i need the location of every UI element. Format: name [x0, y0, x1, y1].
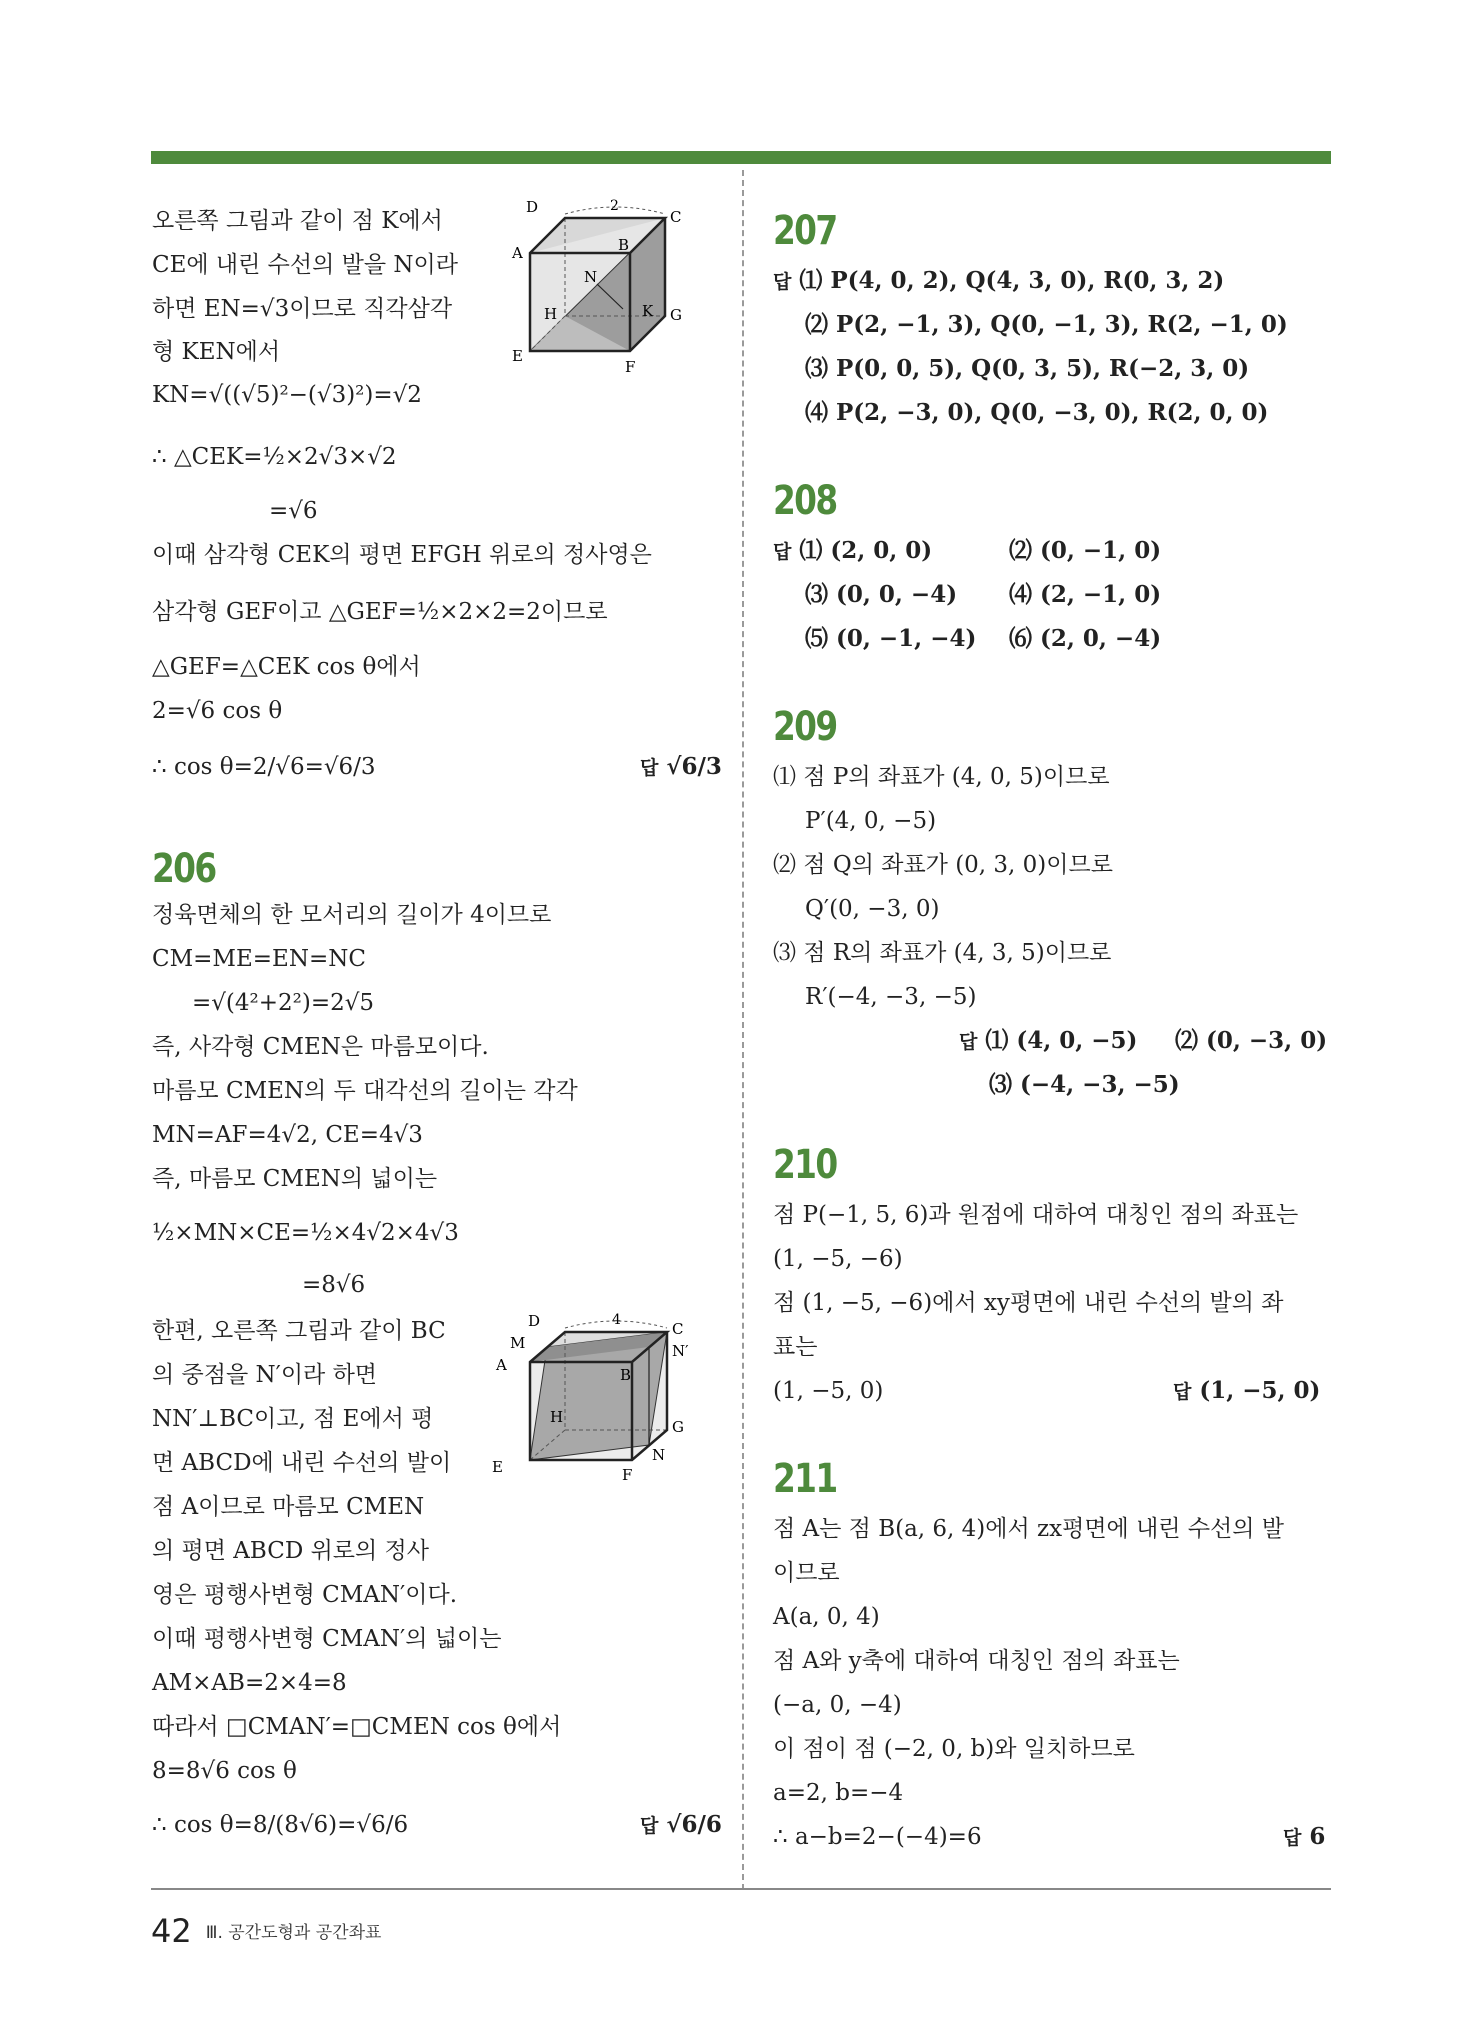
answer-mark: 답 — [640, 1815, 659, 1837]
text-line: MN=AF=4√2, CE=4√3 — [152, 1122, 423, 1148]
text-line: 이때 평행사변형 CMAN′의 넓이는 — [152, 1626, 502, 1652]
answer-value: √6/6 — [666, 1811, 722, 1838]
answer-mark: 답 — [1283, 1827, 1302, 1849]
chapter-title: Ⅲ. 공간도형과 공간좌표 — [205, 1923, 382, 1943]
text-line: ½×MN×CE=½×4√2×4√3 — [152, 1220, 459, 1246]
footer-rule — [151, 1888, 1331, 1890]
label-n-prime: N′ — [672, 1342, 689, 1360]
label-d: D — [528, 1312, 541, 1330]
text-line: 한편, 오른쪽 그림과 같이 BC — [152, 1318, 446, 1344]
text-line: (1, −5, 0) — [773, 1378, 884, 1404]
label-e: E — [492, 1458, 503, 1476]
answer-line: ⑶ P(0, 0, 5), Q(0, 3, 5), R(−2, 3, 0) — [805, 355, 1250, 382]
answer-209 — [959, 1026, 1137, 1057]
text-line: R′(−4, −3, −5) — [805, 984, 977, 1010]
label-k: K — [642, 302, 654, 320]
label-h: H — [550, 1408, 564, 1426]
answer-item: ⑶ (0, 0, −4) — [805, 581, 958, 608]
text-line: 점 P(−1, 5, 6)과 원점에 대하여 대칭인 점의 좌표는 — [773, 1202, 1299, 1228]
label-b: B — [618, 236, 630, 254]
label-f: F — [625, 358, 636, 376]
answer-207 — [773, 266, 1224, 297]
text-line: 삼각형 GEF이고 △GEF=½×2×2=2이므로 — [152, 599, 608, 625]
text-line: 하면 EN=√3이므로 직각삼각 — [152, 296, 453, 322]
answer-value: (1, −5, 0) — [1199, 1377, 1321, 1404]
label-g: G — [672, 1418, 684, 1436]
problem-number: 207 — [773, 208, 837, 254]
text-line: CE에 내린 수선의 발을 N이라 — [152, 252, 458, 278]
text-line: 따라서 □CMAN′=□CMEN cos θ에서 — [152, 1714, 562, 1740]
label-c: C — [670, 208, 682, 226]
answer-mark: 답 — [773, 271, 792, 293]
text-line: =√6 — [269, 498, 318, 524]
text-line: 점 A와 y축에 대하여 대칭인 점의 좌표는 — [773, 1648, 1180, 1674]
label-h: H — [544, 305, 558, 323]
problem-number: 206 — [152, 846, 216, 892]
text-line: Q′(0, −3, 0) — [805, 896, 940, 922]
answer-line: ⑴ P(4, 0, 2), Q(4, 3, 0), R(0, 3, 2) — [799, 267, 1225, 294]
text-line: =8√6 — [302, 1272, 366, 1298]
label-a: A — [512, 244, 523, 262]
column-divider — [742, 170, 744, 1890]
label-d: D — [526, 198, 539, 216]
answer-item: ⑹ (2, 0, −4) — [1009, 625, 1162, 652]
text-line: A(a, 0, 4) — [773, 1604, 880, 1630]
answer-211 — [1283, 1822, 1325, 1853]
problem-number: 209 — [773, 704, 837, 750]
label-a: A — [496, 1356, 507, 1374]
cube-figure-1 — [510, 196, 710, 396]
text-line: =√(4²+2²)=2√5 — [192, 990, 375, 1016]
text-line: ∴ cos θ=2/√6=√6/3 — [152, 754, 376, 780]
text-line: a=2, b=−4 — [773, 1780, 904, 1806]
label-b: B — [620, 1366, 632, 1384]
label-length: 2 — [610, 198, 619, 214]
text-line: 즉, 사각형 CMEN은 마름모이다. — [152, 1034, 489, 1060]
text-line: 이때 삼각형 CEK의 평면 EFGH 위로의 정사영은 — [152, 542, 652, 568]
label-g: G — [670, 306, 682, 324]
page-footer — [151, 1912, 381, 1950]
answer-line: ⑷ P(2, −3, 0), Q(0, −3, 0), R(2, 0, 0) — [805, 399, 1269, 426]
problem-number: 211 — [773, 1456, 837, 1502]
answer-mark: 답 — [959, 1031, 978, 1053]
text-line: 영은 평행사변형 CMAN′이다. — [152, 1582, 458, 1608]
text-line: 의 평면 ABCD 위로의 정사 — [152, 1538, 429, 1564]
text-line: 오른쪽 그림과 같이 점 K에서 — [152, 208, 443, 234]
label-m: M — [510, 1334, 526, 1352]
problem-number: 210 — [773, 1142, 837, 1188]
text-line: CM=ME=EN=NC — [152, 946, 366, 972]
answer-value: √6/3 — [666, 753, 722, 780]
text-line: 이므로 — [773, 1560, 840, 1586]
text-line: (−a, 0, −4) — [773, 1692, 902, 1718]
text-line: 표는 — [773, 1334, 818, 1360]
text-line: 의 중점을 N′이라 하면 — [152, 1362, 378, 1388]
text-line: 형 KEN에서 — [152, 339, 281, 365]
answer-206 — [640, 1810, 722, 1841]
text-line: KN=√((√5)²−(√3)²)=√2 — [152, 382, 422, 408]
answer-item: ⑷ (2, −1, 0) — [1009, 581, 1162, 608]
label-length: 4 — [612, 1312, 621, 1328]
answer-line: ⑵ P(2, −1, 3), Q(0, −1, 3), R(2, −1, 0) — [805, 311, 1288, 338]
label-e: E — [512, 347, 523, 365]
cube-figure-2 — [492, 1310, 712, 1520]
label-f: F — [622, 1466, 633, 1484]
answer-mark: 답 — [773, 541, 792, 563]
answer-item: ⑶ (−4, −3, −5) — [989, 1071, 1180, 1098]
answer-item: ⑵ (0, −3, 0) — [1175, 1027, 1328, 1054]
text-line: ∴ a−b=2−(−4)=6 — [773, 1824, 982, 1850]
text-line: △GEF=△CEK cos θ에서 — [152, 654, 421, 680]
answer-value: 6 — [1309, 1823, 1326, 1850]
answer-mark: 답 — [640, 757, 659, 779]
label-n: N — [584, 268, 598, 286]
page-number: 42 — [151, 1912, 192, 1950]
text-line: 8=8√6 cos θ — [152, 1758, 297, 1784]
text-line: 2=√6 cos θ — [152, 698, 283, 724]
answer-205 — [640, 752, 722, 783]
text-line: P′(4, 0, −5) — [805, 808, 937, 834]
label-c: C — [672, 1320, 684, 1338]
text-line: 정육면체의 한 모서리의 길이가 4이므로 — [152, 902, 552, 928]
text-line: ⑶ 점 R의 좌표가 (4, 3, 5)이므로 — [773, 940, 1112, 966]
label-n: N — [652, 1446, 666, 1464]
text-line: AM×AB=2×4=8 — [152, 1670, 347, 1696]
text-line: 마름모 CMEN의 두 대각선의 길이는 각각 — [152, 1078, 578, 1104]
text-line: 즉, 마름모 CMEN의 넓이는 — [152, 1166, 438, 1192]
cube-diagram — [510, 196, 710, 396]
cube-diagram — [492, 1310, 712, 1520]
text-line: 점 A는 점 B(a, 6, 4)에서 zx평면에 내린 수선의 발 — [773, 1516, 1284, 1542]
answer-mark: 답 — [1173, 1381, 1192, 1403]
text-line: ⑴ 점 P의 좌표가 (4, 0, 5)이므로 — [773, 764, 1110, 790]
text-line: 면 ABCD에 내린 수선의 발이 — [152, 1450, 452, 1476]
answer-210 — [1173, 1376, 1320, 1407]
header-bar — [151, 151, 1331, 164]
problem-number: 208 — [773, 478, 837, 524]
text-line: NN′⊥BC이고, 점 E에서 평 — [152, 1406, 434, 1432]
text-line: 점 A이므로 마름모 CMEN — [152, 1494, 425, 1520]
answer-item: ⑵ (0, −1, 0) — [1009, 537, 1162, 564]
text-line: 점 (1, −5, −6)에서 xy평면에 내린 수선의 발의 좌 — [773, 1290, 1284, 1316]
text-line: ∴ △CEK=½×2√3×√2 — [152, 444, 397, 470]
answer-item: ⑸ (0, −1, −4) — [805, 625, 977, 652]
answer-item: ⑴ (2, 0, 0) — [799, 537, 933, 564]
answer-208 — [773, 536, 932, 567]
text-line: (1, −5, −6) — [773, 1246, 903, 1272]
text-line: ⑵ 점 Q의 좌표가 (0, 3, 0)이므로 — [773, 852, 1113, 878]
text-line: 이 점이 점 (−2, 0, b)와 일치하므로 — [773, 1736, 1135, 1762]
text-line: ∴ cos θ=8/(8√6)=√6/6 — [152, 1812, 409, 1838]
answer-item: ⑴ (4, 0, −5) — [985, 1027, 1138, 1054]
